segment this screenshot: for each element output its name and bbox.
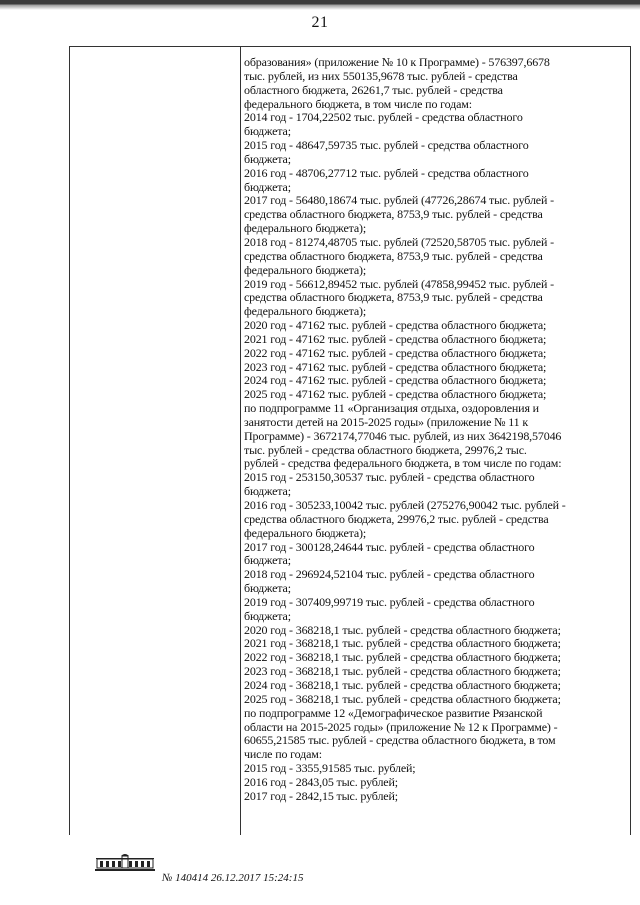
text-line: 2015 год - 253150,30537 тыс. рублей - средства областного: [244, 470, 535, 485]
text-line: 2019 год - 56612,89452 тыс. рублей (47858,99452 тыс. рублей -: [244, 276, 554, 291]
right-column-text: [244, 56, 628, 804]
text-line: 2017 год - 56480,18674 тыс. рублей (47726,28674 тыс. рублей -: [244, 193, 554, 208]
text-line: 60655,21585 тыс. рублей - средства областного бюджета, в том: [244, 733, 556, 748]
text-line: Программе) - 3672174,77046 тыс. рублей, из них 3642198,57046: [244, 428, 562, 443]
text-line: 2016 год - 2843,05 тыс. рублей;: [244, 774, 398, 789]
text-line: федерального бюджета);: [244, 221, 367, 236]
text-line: средства областного бюджета, 8753,9 тыс. рублей - средства: [244, 207, 543, 222]
text-line: тыс. рублей - средства областного бюджета, 29976,2 тыс.: [244, 442, 527, 457]
text-line: средства областного бюджета, 29976,2 тыс. рублей - средства: [244, 511, 549, 526]
text-line: бюджета;: [244, 124, 291, 139]
text-line: области на 2015-2025 годы» (приложение № 12 к Программе) -: [244, 719, 558, 734]
text-line: тыс. рублей, из них 550135,9678 тыс. рублей - средства: [244, 68, 518, 83]
text-line: 2014 год - 1704,22502 тыс. рублей - средства областного: [244, 110, 523, 125]
text-line: федерального бюджета);: [244, 262, 367, 277]
text-line: 2023 год - 368218,1 тыс. рублей - средства областного бюджета;: [244, 664, 561, 679]
text-line: 2023 год - 47162 тыс. рублей - средства областного бюджета;: [244, 359, 547, 374]
text-line: бюджета;: [244, 484, 291, 499]
text-line: 2018 год - 81274,48705 тыс. рублей (72520,58705 тыс. рублей -: [244, 234, 554, 249]
text-line: бюджета;: [244, 553, 291, 568]
document-stamp: № 140414 26.12.2017 15:24:15: [162, 872, 304, 884]
text-line: 2024 год - 368218,1 тыс. рублей - средства областного бюджета;: [244, 677, 561, 692]
text-line: 2020 год - 368218,1 тыс. рублей - средства областного бюджета;: [244, 622, 561, 637]
text-line: по подпрограмме 11 «Организация отдыха, оздоровления и: [244, 401, 539, 416]
text-line: бюджета;: [244, 151, 291, 166]
text-line: 2025 год - 47162 тыс. рублей - средства областного бюджета;: [244, 387, 547, 402]
column-divider: [240, 47, 241, 835]
text-line: 2021 год - 47162 тыс. рублей - средства областного бюджета;: [244, 331, 547, 346]
text-line: образования» (приложение № 10 к Программе) - 576397,6678: [244, 55, 550, 69]
text-line: федерального бюджета, в том числе по годам:: [244, 96, 472, 111]
text-line: 2021 год - 368218,1 тыс. рублей - средства областного бюджета;: [244, 636, 561, 651]
text-line: числе по годам:: [244, 747, 322, 762]
text-line: по подпрограмме 12 «Демографическое развитие Рязанской: [244, 705, 543, 720]
text-line: средства областного бюджета, 8753,9 тыс. рублей - средства: [244, 248, 543, 263]
text-line: 2020 год - 47162 тыс. рублей - средства областного бюджета;: [244, 318, 547, 333]
text-line: 2022 год - 47162 тыс. рублей - средства областного бюджета;: [244, 345, 547, 360]
text-line: 2022 год - 368218,1 тыс. рублей - средства областного бюджета;: [244, 650, 561, 665]
scan-top-edge: [0, 0, 640, 10]
page-number: 21: [311, 14, 329, 31]
text-line: занятости детей на 2015-2025 годы» (приложение № 11 к: [244, 414, 529, 429]
text-line: средства областного бюджета, 8753,9 тыс. рублей - средства: [244, 290, 543, 305]
text-line: 2016 год - 48706,27712 тыс. рублей - средства областного: [244, 165, 529, 180]
text-line: 2019 год - 307409,99719 тыс. рублей - средства областного: [244, 594, 535, 609]
text-line: бюджета;: [244, 581, 291, 596]
text-line: 2024 год - 47162 тыс. рублей - средства областного бюджета;: [244, 373, 547, 388]
text-line: областного бюджета, 26261,7 тыс. рублей - средства: [244, 82, 503, 97]
text-line: федерального бюджета);: [244, 525, 367, 540]
text-line: 2017 год - 2842,15 тыс. рублей;: [244, 788, 398, 803]
text-line: 2015 год - 3355,91585 тыс. рублей;: [244, 761, 416, 776]
government-building-logo-icon: [95, 852, 155, 872]
text-line: 2018 год - 296924,52104 тыс. рублей - средства областного: [244, 567, 535, 582]
text-line: 2015 год - 48647,59735 тыс. рублей - средства областного: [244, 138, 529, 153]
text-line: бюджета;: [244, 179, 291, 194]
text-line: 2016 год - 305233,10042 тыс. рублей (275276,90042 тыс. рублей -: [244, 498, 566, 512]
text-line: федерального бюджета);: [244, 304, 367, 319]
text-line: 2025 год - 368218,1 тыс. рублей - средства областного бюджета;: [244, 691, 561, 706]
text-line: бюджета;: [244, 608, 291, 623]
text-line: рублей - средства федерального бюджета, в том числе по годам:: [244, 456, 562, 471]
text-line: 2017 год - 300128,24644 тыс. рублей - средства областного: [244, 539, 535, 554]
table-frame: [69, 46, 631, 835]
